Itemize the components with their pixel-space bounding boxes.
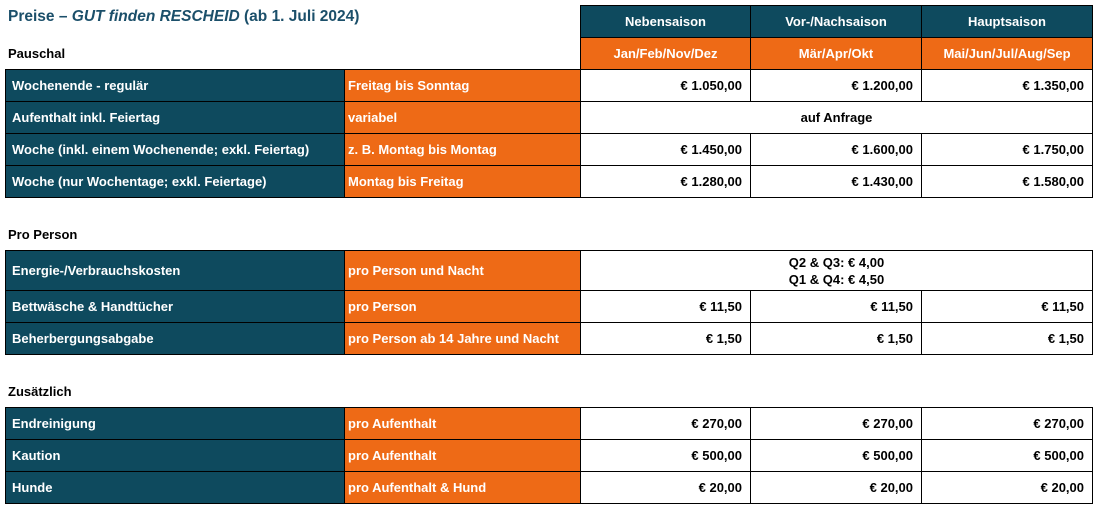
row-description: z. B. Montag bis Montag xyxy=(344,133,581,166)
price-vor-nachsaison: € 1,50 xyxy=(750,322,922,355)
price-hauptsaison: € 20,00 xyxy=(921,471,1093,504)
title-prefix: Preise – xyxy=(8,8,72,25)
section-title-zusaetzlich: Zusätzlich xyxy=(8,384,72,399)
section-title-pauschal: Pauschal xyxy=(8,46,66,61)
price-hauptsaison: € 1.350,00 xyxy=(921,69,1093,102)
section-title-pro-person: Pro Person xyxy=(8,227,78,242)
row-label: Endreinigung xyxy=(5,407,345,440)
price-nebensaison: € 1.050,00 xyxy=(580,69,751,102)
price-nebensaison: € 1.450,00 xyxy=(580,133,751,166)
row-label: Bettwäsche & Handtücher xyxy=(5,290,345,323)
row-label: Beherbergungsabgabe xyxy=(5,322,345,355)
price-nebensaison: € 1.280,00 xyxy=(580,165,751,198)
row-description: variabel xyxy=(344,101,581,134)
row-label: Wochenende - regulär xyxy=(5,69,345,102)
row-description: Freitag bis Sonntag xyxy=(344,69,581,102)
price-hauptsaison: € 1.580,00 xyxy=(921,165,1093,198)
row-description: pro Person und Nacht xyxy=(344,250,581,291)
price-hauptsaison: € 1.750,00 xyxy=(921,133,1093,166)
row-description: pro Aufenthalt xyxy=(344,407,581,440)
row-description: pro Aufenthalt xyxy=(344,439,581,472)
price-merged xyxy=(580,250,1093,291)
row-label: Aufenthalt inkl. Feiertag xyxy=(5,101,345,134)
row-label: Hunde xyxy=(5,471,345,504)
row-label: Woche (inkl. einem Wochenende; exkl. Feiertag) xyxy=(5,133,345,166)
price-nebensaison: € 270,00 xyxy=(580,407,751,440)
row-description: pro Person xyxy=(344,290,581,323)
price-vor-nachsaison: € 1.200,00 xyxy=(750,69,922,102)
title-suffix: (ab 1. Juli 2024) xyxy=(239,8,360,25)
column-header-hauptsaison: Hauptsaison xyxy=(921,5,1093,38)
price-vor-nachsaison: € 270,00 xyxy=(750,407,922,440)
price-hauptsaison: € 11,50 xyxy=(921,290,1093,323)
price-hauptsaison: € 1,50 xyxy=(921,322,1093,355)
price-vor-nachsaison: € 1.600,00 xyxy=(750,133,922,166)
price-vor-nachsaison: € 500,00 xyxy=(750,439,922,472)
price-nebensaison: € 1,50 xyxy=(580,322,751,355)
price-hauptsaison: € 270,00 xyxy=(921,407,1093,440)
price-hauptsaison: € 500,00 xyxy=(921,439,1093,472)
price-line-q1-q4: Q1 & Q4: € 4,50 xyxy=(788,271,885,287)
price-vor-nachsaison: € 11,50 xyxy=(750,290,922,323)
column-header-vor-nachsaison: Vor-/Nachsaison xyxy=(750,5,922,38)
title-brand: GUT finden RESCHEID xyxy=(71,8,240,25)
column-header-nebensaison: Nebensaison xyxy=(580,5,751,38)
price-line-q2-q3: Q2 & Q3: € 4,00 xyxy=(788,254,885,270)
price-merged: auf Anfrage xyxy=(580,101,1093,134)
row-label: Woche (nur Wochentage; exkl. Feiertage) xyxy=(5,165,345,198)
row-description: pro Aufenthalt & Hund xyxy=(344,471,581,504)
price-nebensaison: € 11,50 xyxy=(580,290,751,323)
column-months-nebensaison: Jan/Feb/Nov/Dez xyxy=(580,37,751,70)
column-months-hauptsaison: Mai/Jun/Jul/Aug/Sep xyxy=(921,37,1093,70)
row-label: Kaution xyxy=(5,439,345,472)
price-vor-nachsaison: € 20,00 xyxy=(750,471,922,504)
page-title xyxy=(8,8,359,26)
column-months-vor-nachsaison: Mär/Apr/Okt xyxy=(750,37,922,70)
price-vor-nachsaison: € 1.430,00 xyxy=(750,165,922,198)
row-description: pro Person ab 14 Jahre und Nacht xyxy=(344,322,581,355)
row-label: Energie-/Verbrauchskosten xyxy=(5,250,345,291)
price-nebensaison: € 500,00 xyxy=(580,439,751,472)
row-description: Montag bis Freitag xyxy=(344,165,581,198)
price-nebensaison: € 20,00 xyxy=(580,471,751,504)
